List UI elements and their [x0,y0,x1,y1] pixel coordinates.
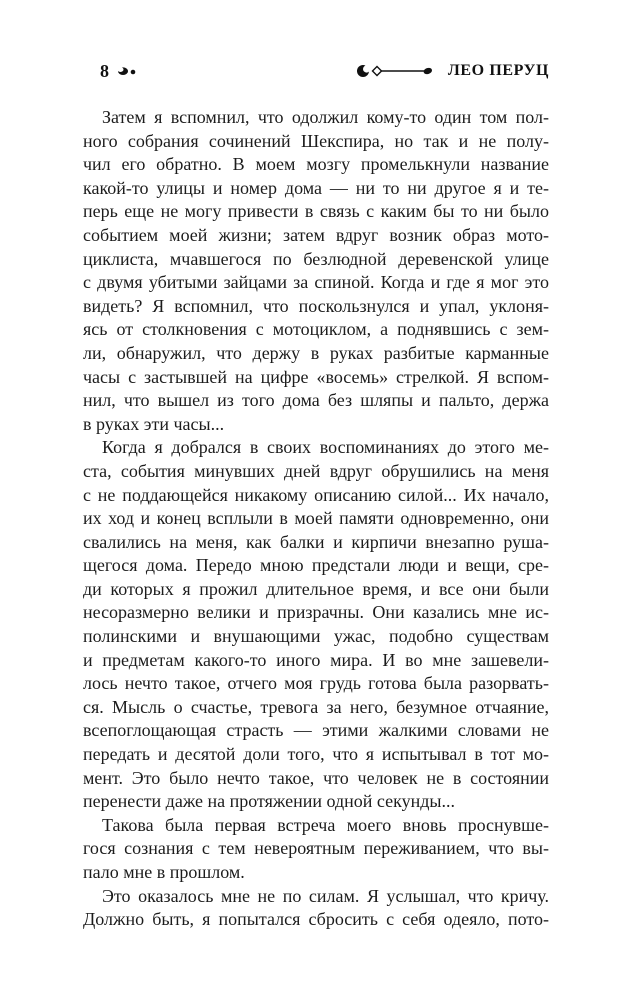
text-line: Должно быть, я попытался сбросить с себя одеяло, пото- [83,909,549,930]
text-line: и предметам какого-то иного мира. И во мне зашевели- [83,649,549,670]
text-line: в руках эти часы... [83,413,225,434]
page-number: 8 [100,61,109,81]
running-title-group [356,63,549,79]
text-line: всепоглощающая страсть — этими жалкими словами не [83,720,549,741]
text-line: ного собрания сочинений Шекспира, но так и не полу- [83,130,549,151]
text-line: Такова была первая встреча моего вновь проснувше- [102,814,549,835]
text-line: гося сознания с тем невероятным переживанием, что вы- [83,838,549,859]
text-line: событием моей жизни; затем вдруг возник образ мото- [83,224,549,245]
text-block [83,106,549,932]
page-header [84,60,549,82]
text-line: с двумя убитыми зайцами за спиной. Когда и где я мог это [83,272,549,293]
flourish-icon [116,65,140,77]
text-line: нил, что вышел из того дома без шляпы и пальто, держа [83,390,549,411]
page-number-group [84,62,140,80]
text-line: ли, обнаружил, что держу в руках разбитые карманные [83,342,549,363]
running-title: ЛЕО ПЕРУЦ [447,62,549,79]
text-line: ди которых я прожил длительное время, и все они были [83,578,549,599]
paragraph [83,436,549,814]
text-line: полинскими и внушающими ужас, подобно существам [83,626,549,647]
text-line: чил его обратно. В моем мозгу промелькнули название [83,154,549,175]
text-line: несоразмерно велики и призрачны. Они казались мне ис- [83,602,549,623]
text-line: часы с застывшей на цифре «восемь» стрелкой. Я вспом- [83,366,549,387]
rule-flourish-icon [356,63,434,79]
text-line: перь еще не могу привести в связь с каким бы то ни было [83,201,549,222]
text-line: циклиста, мчавшегося по безлюдной деревенской улице [83,248,549,269]
text-line: перенести даже на протяжении одной секунды... [83,791,455,812]
text-line: с не поддающейся никакому описанию силой... Их начало, [83,484,549,505]
text-line: Это оказалось мне не по силам. Я услышал, что кричу. [102,885,549,906]
text-line: Затем я вспомнил, что одолжил кому-то один том пол- [102,107,549,127]
text-line: ста, события минувших дней вдруг обрушились на меня [83,460,549,481]
text-line: лось нечто такое, отчего моя грудь готова была разорвать- [83,673,549,694]
text-line: видеть? Я вспомнил, что поскользнулся и упал, уклоня- [83,295,549,316]
paragraph [83,814,549,885]
text-line: их ход и конец всплыли в моей памяти одновременно, они [83,508,549,529]
text-line: какой-то улицы и номер дома — ни то ни другое я и те- [83,177,549,198]
text-line: свалились на меня, как балки и кирпичи внезапно руша- [83,531,549,552]
text-line: Когда я добрался в своих воспоминаниях до этого ме- [102,437,549,458]
text-line: ясь от столкновения с мотоциклом, а поднявшись с зем- [83,319,549,340]
paragraph [83,106,549,436]
text-line: щегося дома. Передо мною предстали люди и вещи, сре- [83,555,549,576]
text-line: мент. Это было нечто такое, что человек не в состоянии [83,767,549,788]
text-line: пало мне в прошлом. [83,862,245,882]
text-line: ся. Мысль о счастье, тревога за него, безумное отчаяние, [83,696,549,717]
text-line: передать и десятой доли того, что я испытывал в тот мо- [83,744,549,765]
paragraph [83,885,549,932]
